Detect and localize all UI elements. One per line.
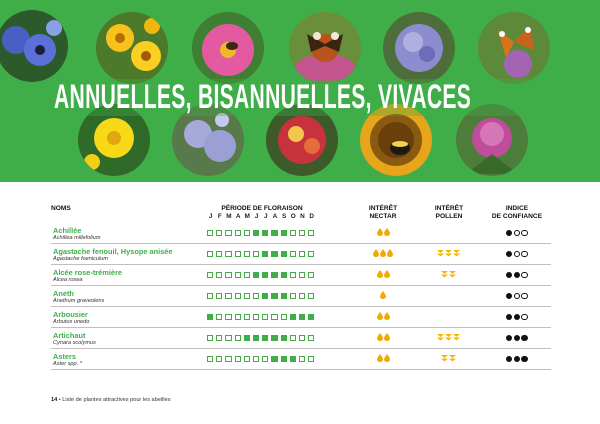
confidence-dot-filled bbox=[506, 335, 512, 341]
month-square-empty bbox=[225, 335, 231, 341]
month-square-empty bbox=[271, 314, 277, 320]
month-square-empty bbox=[207, 272, 213, 278]
plant-latin-name: Achillea millefolium bbox=[53, 235, 101, 241]
month-square-flowering bbox=[281, 272, 287, 278]
confidence-dot-filled bbox=[514, 272, 520, 278]
month-square-flowering bbox=[271, 293, 277, 299]
table-row bbox=[51, 265, 551, 286]
month-square-empty bbox=[216, 251, 222, 257]
plant-name: Asters bbox=[53, 352, 77, 361]
month-square-empty bbox=[225, 314, 231, 320]
nectar-rating bbox=[377, 228, 391, 236]
confidence-rating bbox=[506, 293, 529, 299]
month-square-empty bbox=[244, 293, 250, 299]
month-square-empty bbox=[299, 272, 305, 278]
pollen-rating bbox=[441, 270, 457, 278]
month-square-empty bbox=[253, 251, 259, 257]
month-square-empty bbox=[290, 335, 296, 341]
pollen-icon bbox=[453, 249, 460, 257]
month-square-empty bbox=[290, 272, 296, 278]
month-square-empty bbox=[235, 335, 241, 341]
confidence-rating bbox=[506, 272, 529, 278]
month-square-flowering bbox=[308, 314, 314, 320]
month-square-empty bbox=[308, 293, 314, 299]
nectar-drop-icon bbox=[377, 228, 383, 236]
confidence-dot-filled bbox=[506, 293, 512, 299]
butterfly-on-clover-photo bbox=[478, 12, 550, 84]
month-square-empty bbox=[235, 230, 241, 236]
month-square-empty bbox=[244, 314, 250, 320]
month-square-flowering bbox=[262, 293, 268, 299]
month-square-empty bbox=[216, 230, 222, 236]
nectar-drop-icon bbox=[384, 228, 390, 236]
confidence-dot-filled bbox=[506, 251, 512, 257]
month-square-empty bbox=[225, 251, 231, 257]
confidence-rating bbox=[506, 314, 529, 320]
month-square-empty bbox=[207, 230, 213, 236]
month-square-empty bbox=[207, 293, 213, 299]
coreopsis-flower-photo bbox=[96, 12, 168, 84]
month-square-flowering bbox=[262, 335, 268, 341]
page-footer bbox=[51, 397, 171, 403]
month-square-empty bbox=[299, 230, 305, 236]
confidence-dot-empty bbox=[521, 272, 527, 278]
plant-latin-name: Arbutus unedo bbox=[53, 319, 90, 325]
month-square-flowering bbox=[244, 335, 250, 341]
pollen-icon bbox=[437, 249, 444, 257]
month-square-flowering bbox=[271, 272, 277, 278]
nectar-drop-icon bbox=[380, 249, 386, 257]
table-row bbox=[51, 223, 551, 244]
month-square-empty bbox=[290, 293, 296, 299]
month-square-empty bbox=[225, 356, 231, 362]
flowering-calendar bbox=[207, 356, 317, 362]
nectar-drop-icon bbox=[380, 291, 386, 299]
month-square-flowering bbox=[299, 314, 305, 320]
month-square-flowering bbox=[262, 230, 268, 236]
month-square-empty bbox=[308, 272, 314, 278]
confidence-dot-filled bbox=[521, 335, 527, 341]
header-indice-line2: DE CONFIANCE bbox=[491, 213, 543, 220]
nectar-drop-icon bbox=[377, 312, 383, 320]
confidence-dot-empty bbox=[521, 251, 527, 257]
confidence-dot-filled bbox=[514, 335, 520, 341]
month-square-empty bbox=[225, 272, 231, 278]
nectar-drop-icon bbox=[377, 333, 383, 341]
header-periode: PÉRIODE DE FLORAISON bbox=[221, 205, 303, 212]
confidence-dot-empty bbox=[521, 293, 527, 299]
month-square-flowering bbox=[290, 314, 296, 320]
month-square-empty bbox=[308, 251, 314, 257]
flowering-calendar bbox=[207, 230, 317, 236]
month-square-empty bbox=[262, 314, 268, 320]
month-label: M bbox=[226, 213, 232, 220]
month-square-empty bbox=[244, 356, 250, 362]
flowering-calendar bbox=[207, 251, 317, 257]
month-square-flowering bbox=[290, 356, 296, 362]
confidence-dot-filled bbox=[506, 272, 512, 278]
month-square-empty bbox=[308, 335, 314, 341]
month-square-flowering bbox=[271, 335, 277, 341]
month-square-empty bbox=[299, 335, 305, 341]
pollen-rating bbox=[437, 333, 461, 341]
pollen-rating bbox=[437, 249, 461, 257]
nectar-rating bbox=[377, 270, 391, 278]
month-square-flowering bbox=[281, 335, 287, 341]
confidence-dot-filled bbox=[506, 356, 512, 362]
month-square-empty bbox=[207, 251, 213, 257]
month-square-flowering bbox=[271, 251, 277, 257]
month-square-empty bbox=[235, 356, 241, 362]
nectar-rating bbox=[377, 354, 391, 362]
month-square-empty bbox=[244, 251, 250, 257]
month-square-empty bbox=[216, 272, 222, 278]
month-square-empty bbox=[299, 251, 305, 257]
month-square-empty bbox=[262, 356, 268, 362]
plant-name: Achillée bbox=[53, 226, 82, 235]
header-indice-line1: INDICE bbox=[505, 205, 529, 212]
nectar-rating bbox=[377, 333, 391, 341]
month-label: N bbox=[300, 213, 305, 220]
month-label: A bbox=[235, 213, 241, 220]
month-square-empty bbox=[253, 356, 259, 362]
month-square-empty bbox=[290, 251, 296, 257]
month-label: M bbox=[244, 213, 250, 220]
header-nectar bbox=[358, 205, 408, 221]
month-square-empty bbox=[216, 314, 222, 320]
month-square-empty bbox=[207, 335, 213, 341]
month-square-empty bbox=[244, 272, 250, 278]
month-square-flowering bbox=[262, 272, 268, 278]
nectar-rating bbox=[377, 312, 391, 320]
flowering-calendar bbox=[207, 272, 317, 278]
month-square-empty bbox=[253, 314, 259, 320]
plant-name: Aneth bbox=[53, 289, 74, 298]
echinacea-with-butterfly-photo bbox=[289, 12, 361, 84]
nectar-drop-icon bbox=[384, 270, 390, 278]
nectar-drop-icon bbox=[384, 354, 390, 362]
confidence-rating bbox=[506, 356, 529, 362]
pollen-icon bbox=[437, 333, 444, 341]
nectar-rating bbox=[373, 249, 394, 257]
header-indice bbox=[487, 205, 547, 221]
month-square-flowering bbox=[281, 356, 287, 362]
month-label: A bbox=[272, 213, 278, 220]
confidence-dot-filled bbox=[521, 356, 527, 362]
confidence-dot-filled bbox=[514, 356, 520, 362]
month-square-flowering bbox=[281, 251, 287, 257]
month-square-empty bbox=[225, 293, 231, 299]
months-header bbox=[206, 213, 316, 220]
nectar-drop-icon bbox=[384, 312, 390, 320]
confidence-dot-empty bbox=[514, 293, 520, 299]
month-square-empty bbox=[308, 356, 314, 362]
confidence-dot-filled bbox=[506, 230, 512, 236]
month-square-flowering bbox=[253, 335, 259, 341]
page-title: ANNUELLES, BISANNUELLES, VIVACES bbox=[54, 78, 472, 116]
plant-latin-name: Anethum graveolens bbox=[53, 298, 105, 304]
confidence-rating bbox=[506, 251, 529, 257]
nectar-drop-icon bbox=[373, 249, 379, 257]
confidence-dot-empty bbox=[514, 251, 520, 257]
borage-flower-photo bbox=[0, 10, 68, 82]
plant-name: Arbousier bbox=[53, 310, 88, 319]
pollen-icon bbox=[453, 333, 460, 341]
month-square-flowering bbox=[253, 230, 259, 236]
header-pollen bbox=[424, 205, 474, 221]
month-square-empty bbox=[253, 293, 259, 299]
pollen-rating bbox=[441, 354, 457, 362]
month-square-empty bbox=[225, 230, 231, 236]
header-banner bbox=[0, 0, 600, 182]
month-square-empty bbox=[308, 230, 314, 236]
confidence-dot-filled bbox=[514, 314, 520, 320]
confidence-dot-empty bbox=[521, 314, 527, 320]
month-square-flowering bbox=[281, 293, 287, 299]
month-square-flowering bbox=[253, 272, 259, 278]
nectar-drop-icon bbox=[377, 270, 383, 278]
nectar-drop-icon bbox=[387, 249, 393, 257]
month-square-empty bbox=[235, 314, 241, 320]
table-row bbox=[51, 349, 551, 370]
header-nectar-line1: INTÉRÊT bbox=[368, 205, 398, 212]
flowering-calendar bbox=[207, 293, 317, 299]
header-nectar-line2: NECTAR bbox=[369, 213, 397, 220]
flowering-calendar bbox=[207, 335, 317, 341]
page-number: 14 bbox=[51, 397, 58, 403]
header-noms: NOMS bbox=[51, 205, 71, 212]
month-label: S bbox=[281, 213, 287, 220]
month-square-empty bbox=[235, 293, 241, 299]
plant-latin-name: Cynara scolymus bbox=[53, 340, 96, 346]
cosmos-with-bee-photo bbox=[192, 12, 264, 84]
header-pollen-line1: INTÉRÊT bbox=[434, 205, 464, 212]
month-square-empty bbox=[207, 356, 213, 362]
plant-latin-name: Alcea rosea bbox=[53, 277, 83, 283]
plant-name: Agastache fenouil, Hysope anisée bbox=[53, 247, 173, 256]
month-square-empty bbox=[299, 356, 305, 362]
month-label: D bbox=[309, 213, 314, 220]
footer-text: • Liste de plantes attractives pour les abeilles bbox=[58, 397, 171, 403]
plant-name: Alcée rose-trémière bbox=[53, 268, 123, 277]
table-row bbox=[51, 286, 551, 307]
month-square-empty bbox=[216, 356, 222, 362]
echinops-globe-thistle-photo bbox=[383, 12, 455, 84]
month-square-empty bbox=[290, 230, 296, 236]
month-square-empty bbox=[244, 230, 250, 236]
confidence-dot-empty bbox=[514, 230, 520, 236]
month-square-empty bbox=[235, 272, 241, 278]
pollen-icon bbox=[441, 270, 448, 278]
month-square-flowering bbox=[281, 230, 287, 236]
month-label: J bbox=[208, 213, 213, 220]
table-row bbox=[51, 328, 551, 349]
month-square-empty bbox=[299, 293, 305, 299]
confidence-rating bbox=[506, 335, 529, 341]
plant-latin-name: Agastache foeniculum bbox=[53, 256, 109, 262]
confidence-dot-filled bbox=[506, 314, 512, 320]
flowering-calendar bbox=[207, 314, 317, 320]
pollen-icon bbox=[445, 333, 452, 341]
header-pollen-line2: POLLEN bbox=[435, 213, 463, 220]
month-square-empty bbox=[216, 335, 222, 341]
nectar-rating bbox=[380, 291, 387, 299]
pollen-icon bbox=[449, 270, 456, 278]
month-square-empty bbox=[281, 314, 287, 320]
table-row bbox=[51, 244, 551, 265]
confidence-rating bbox=[506, 230, 529, 236]
month-label: J bbox=[263, 213, 268, 220]
month-square-flowering bbox=[207, 314, 213, 320]
month-square-flowering bbox=[271, 230, 277, 236]
plant-name: Artichaut bbox=[53, 331, 86, 340]
pollen-icon bbox=[445, 249, 452, 257]
pollen-icon bbox=[441, 354, 448, 362]
month-label: O bbox=[290, 213, 296, 220]
plant-latin-name: Aster spp. * bbox=[53, 361, 82, 367]
nectar-drop-icon bbox=[377, 354, 383, 362]
month-square-empty bbox=[216, 293, 222, 299]
title-box bbox=[46, 79, 600, 116]
month-square-flowering bbox=[262, 251, 268, 257]
month-label: J bbox=[254, 213, 259, 220]
month-square-empty bbox=[235, 251, 241, 257]
month-square-flowering bbox=[271, 356, 277, 362]
month-label: F bbox=[217, 213, 222, 220]
nectar-drop-icon bbox=[384, 333, 390, 341]
pollen-icon bbox=[449, 354, 456, 362]
confidence-dot-empty bbox=[521, 230, 527, 236]
table-row bbox=[51, 307, 551, 328]
